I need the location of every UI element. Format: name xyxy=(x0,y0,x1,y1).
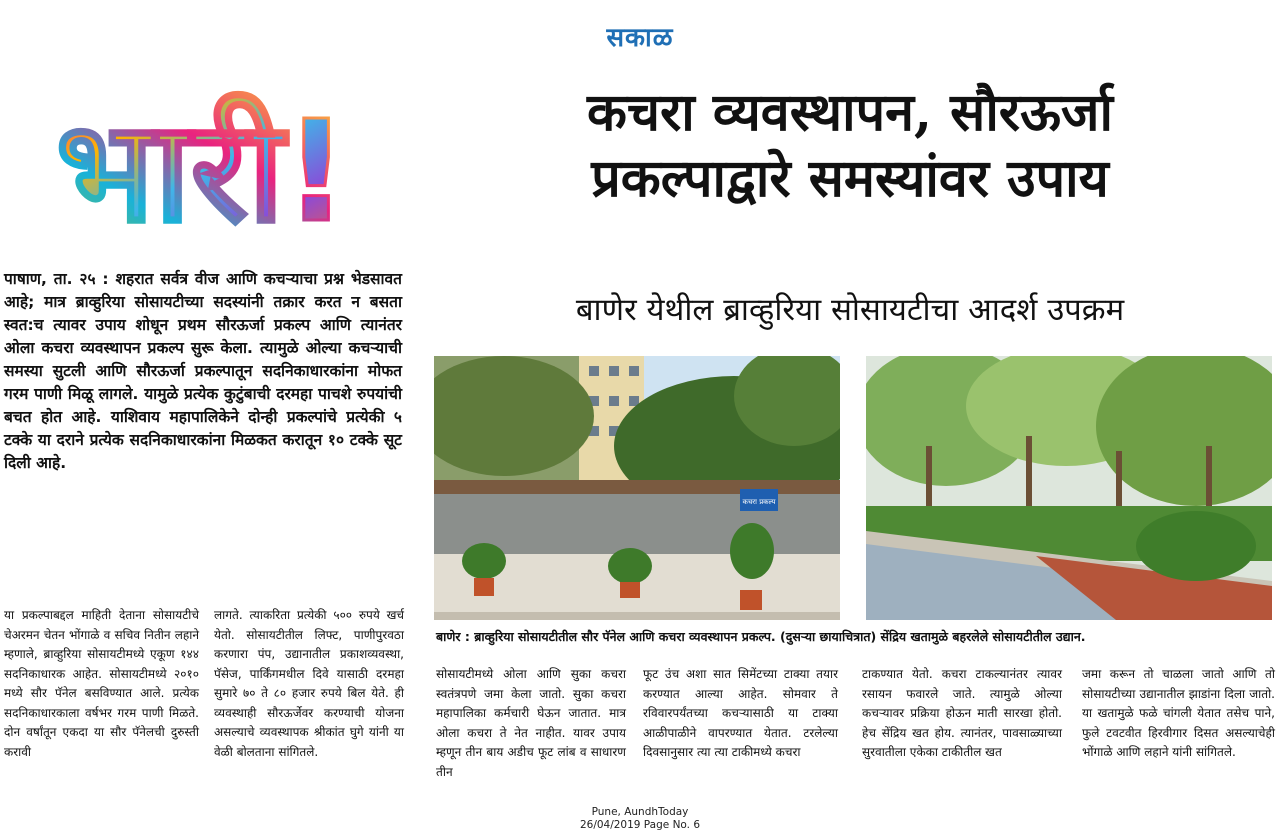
article-column-3: सोसायटीमध्ये ओला आणि सुका कचरा स्वतंत्रपणे जमा केला जातो. सुका कचरा महापालिका कर्मचारी घेऊन जातात. मात्र ओला कचरा ते नेत नाहीत. यावर उपाय म्हणून तीन बाय अडीच फूट लांब व साधारण तीन xyxy=(436,667,626,779)
article-column-1: या प्रकल्पाबद्दल माहिती देताना सोसायटीचे चेअरमन चेतन भोंगाळे व सचिव नितीन लहाने म्हणाले, ब्राव्हुरिया सोसायटीमध्ये एकूण १४४ सदनिकाधारक आहेत. सोसायटीमध्ये २०१० मध्ये सौर पॅनेल बसविण्यात आले. प्रत्येक सदनिकाधारकाला वर्षभर गरम पाणी मिळते. दोन वर्षांतून एकदा या सौर पॅनेलची दुरुस्ती करावी xyxy=(4,608,199,759)
compost-sign: कचरा प्रकल्प xyxy=(742,498,776,506)
logo-text: भारी! xyxy=(55,91,349,254)
article-column-5: टाकण्यात येतो. कचरा टाकल्यानंतर त्यावर रसायन फवारले जाते. त्यामुळे ओल्या कचऱ्यावर प्रक्रिया होऊन माती सारखा होतो. हेच सेंद्रिय खत होय. त्यानंतर, पावसाळ्याच्या सुरवातीला एकेका टाकीतील खत xyxy=(862,667,1062,759)
photo-compost-shed xyxy=(434,356,840,620)
article-column-4: फूट उंच अशा सात सिमेंटच्या टाक्या तयार करण्यात आल्या आहेत. सोमवार ते रविवारपर्यंतच्या कचऱ्यासाठी या टाक्या आळीपाळीने वापरण्यात येतात. टरलेल्या दिवसानुसार त्या त्या टाकीमध्ये कचरा xyxy=(643,667,838,759)
photo-caption: बाणेर : ब्राव्हुरिया सोसायटीतील सौर पॅनेल आणि कचरा व्यवस्थापन प्रकल्प. (दुसऱ्या छायाचित्रात) सेंद्रिय खतामुळे बहरलेले सोसायटीतील उद्यान. xyxy=(436,629,1086,644)
subheadline: बाणेर येथील ब्राव्हुरिया सोसायटीचा आदर्श उपक्रम xyxy=(575,292,1125,328)
article-column-6: जमा करून तो चाळला जातो आणि तो सोसायटीच्या उद्यानातील झाडांना दिला जातो. या खतामुळे फळे चांगली येतात तसेच पाने, फुले टवटवीत हिरवीगार दिसत असल्याचेही भोंगाळे आणि लहाने यांनी सांगितले. xyxy=(1082,667,1275,759)
headline-line-1: कचरा व्यवस्थापन, सौरऊर्जा xyxy=(587,82,1113,143)
headline xyxy=(425,80,1275,212)
newspaper-masthead: सकाळ xyxy=(606,23,674,53)
bhari-logo xyxy=(22,70,382,260)
headline-line-2: प्रकल्पाद्वारे समस्यांवर उपाय xyxy=(591,148,1109,209)
footer-edition: Pune, AundhToday xyxy=(591,806,689,818)
footer-date-page: 26/04/2019 Page No. 6 xyxy=(579,819,701,831)
lead-paragraph: पाषाण, ता. २५ : शहरात सर्वत्र वीज आणि कचऱ्याचा प्रश्न भेडसावत आहे; मात्र ब्राव्हुरिया सोसायटीच्या सदस्यांनी तक्रार करत न बसता स्वत:च त्यावर उपाय शोधून प्रथम सौरऊर्जा प्रकल्प आणि त्यानंतर ओला कचरा व्यवस्थापन प्रकल्प सुरू केला. त्यामुळे ओल्या कचऱ्याची समस्या सुटली आणि सौरऊर्जा प्रकल्पातून सदनिकाधारकांना मोफत गरम पाणी मिळू लागले. यामुळे प्रत्येक कुटुंबाची दरमहा पाचशे रुपयांची बचत होत आहे. याशिवाय महापालिकेने दोन्ही प्रकल्पांचे प्रत्येकी ५ टक्के या दराने प्रत्येक सदनिकाधारकांना मिळकत करातून १० टक्के सूट दिली आहे. xyxy=(4,270,402,472)
photo-society-garden xyxy=(866,356,1272,620)
article-column-2: लागते. त्याकरिता प्रत्येकी ५०० रुपये खर्च येतो. सोसायटीतील लिफ्ट, पाणीपुरवठा करणारा पंप, उद्यानातील प्रकाशव्यवस्था, पॅसेज, पार्किंगमधील दिवे यासाठी दरमहा सुमारे ७० ते ८० हजार रुपये बिल येते. ही व्यवस्थाही सौरऊर्जेवर करण्याची योजना असल्याचे व्यवस्थापक श्रीकांत घुगे यांनी या वेळी बोलताना सांगितले. xyxy=(214,608,404,759)
page-footer xyxy=(540,806,740,832)
